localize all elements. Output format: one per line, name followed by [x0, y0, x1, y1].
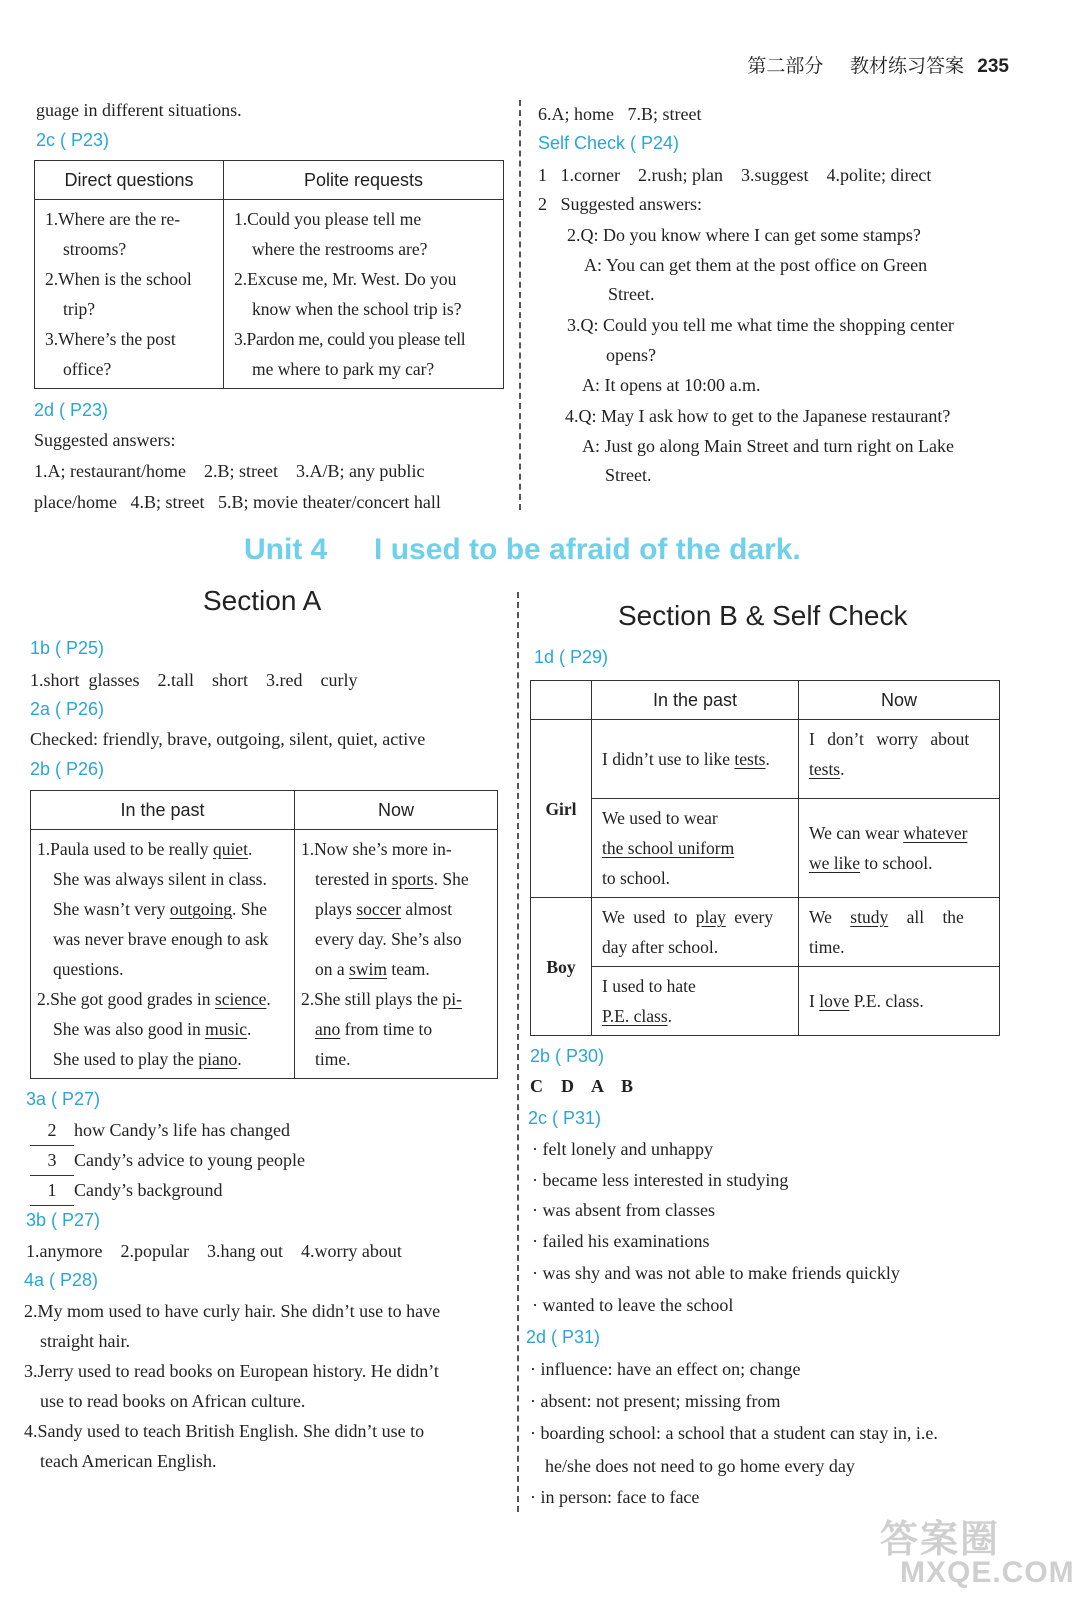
- self-check-2: 2 Suggested answers:: [538, 194, 702, 214]
- q2: 2.Q: Do you know where I can get some stamps?: [567, 225, 921, 245]
- cell-line: [37, 894, 286, 924]
- cell-text: 2.She still plays the: [301, 989, 443, 1009]
- s4a-line: teach American English.: [40, 1451, 217, 1471]
- cell-line: [301, 864, 489, 894]
- girl-now-1: [799, 720, 1000, 799]
- s2c-item: · failed his examinations: [532, 1231, 710, 1251]
- a2-line2: Street.: [608, 284, 655, 304]
- cell-text: We: [809, 907, 851, 927]
- s2c-text: was shy and was not able to make friends quickly: [542, 1263, 900, 1283]
- page-number: 235: [977, 56, 1009, 77]
- cell-line: [37, 984, 286, 1014]
- cell-line: [301, 894, 489, 924]
- answer-word: piano: [198, 1049, 238, 1069]
- cell-text: 2.She got good grades in: [37, 989, 215, 1009]
- watermark-logo: [880, 1508, 1000, 1563]
- cell-text: every: [725, 907, 774, 927]
- cell-text: She wasn’t very: [53, 899, 170, 919]
- s2d-text: influence: have an effect on; change: [540, 1359, 801, 1379]
- s2c-text: was absent from classes: [542, 1200, 715, 1220]
- cell-line: day after school.: [602, 937, 719, 957]
- girl-now-2: [799, 799, 1000, 898]
- answer-word: pi-: [442, 989, 462, 1009]
- cell-text: She used to play the: [53, 1049, 199, 1069]
- a2-line1: A: You can get them at the post office on Green: [584, 255, 928, 275]
- cell-line: know when the school trip is?: [252, 299, 462, 319]
- cell-line: 1.Now she’s more in-: [301, 839, 452, 859]
- s2d-item: · influence: have an effect on; change: [530, 1359, 801, 1379]
- q4: 4.Q: May I ask how to get to the Japanese restaurant?: [565, 406, 951, 426]
- s4a-line: straight hair.: [40, 1331, 130, 1351]
- cell-line: [602, 1001, 790, 1031]
- s3b-answers: 1.anymore 2.popular 3.hang out 4.worry about: [26, 1241, 402, 1261]
- cell-line: office?: [63, 359, 112, 379]
- table-corner: [531, 681, 592, 720]
- s2c-text: felt lonely and unhappy: [542, 1139, 713, 1159]
- answer-word: soccer: [356, 899, 402, 919]
- girl-past-1: [592, 720, 799, 799]
- cell-line: time.: [809, 937, 845, 957]
- cell-line: She was always silent in class.: [53, 869, 267, 889]
- s2c-text: became less interested in studying: [542, 1170, 789, 1190]
- cell-text: I didn’t use to like: [602, 749, 735, 769]
- answer-word: tests: [809, 759, 841, 779]
- table-head-polite: Polite requests: [224, 161, 504, 200]
- past-cell: [31, 830, 295, 1079]
- s2d-item: · absent: not present; missing from: [530, 1391, 781, 1411]
- answer-word: science: [214, 989, 267, 1009]
- label-2b-p26: 2b ( P26): [30, 759, 105, 779]
- answer-word: ano: [315, 1019, 341, 1039]
- watermark-url: [900, 1556, 1075, 1590]
- cell-line: We used to wear: [602, 808, 718, 828]
- s4a-line: 3.Jerry used to read books on European history. He didn’t: [24, 1361, 439, 1381]
- answer-line-2: place/home 4.B; street 5.B; movie theater/concert hall: [34, 492, 441, 512]
- table-head-direct: Direct questions: [35, 161, 224, 200]
- s2d-item: · in person: face to face: [530, 1487, 700, 1507]
- blank-answer: 1: [30, 1175, 74, 1206]
- girl-past-2: [592, 799, 799, 898]
- table-head-past: In the past: [592, 681, 799, 720]
- column-divider-top: [519, 100, 521, 510]
- label-self-check-p24: Self Check ( P24): [538, 133, 680, 153]
- self-check-1: 1 1.corner 2.rush; plan 3.suggest 4.polite; direct: [538, 165, 932, 185]
- s2d-continuation: he/she does not need to go home every day: [545, 1456, 855, 1476]
- cell-line: trip?: [63, 299, 96, 319]
- cell-line: strooms?: [63, 239, 127, 259]
- s3a-text: Candy’s background: [74, 1180, 223, 1200]
- label-1b-p25: 1b ( P25): [30, 638, 105, 658]
- boy-past-1: [592, 898, 799, 967]
- watermark-top-text: 答案圈: [880, 1519, 1001, 1561]
- answer-word: whatever: [903, 823, 968, 843]
- cell-text: We used to: [602, 907, 696, 927]
- label-2c-p23: 2c ( P23): [36, 130, 110, 150]
- cell-text: from time to: [340, 1019, 433, 1039]
- answer-word: we like: [809, 853, 861, 873]
- cell-line: [301, 1014, 489, 1044]
- cell-text: I: [809, 991, 820, 1011]
- boy-now-2: [799, 967, 1000, 1036]
- header-title: 教材练习答案: [850, 56, 965, 77]
- cell-line: 1.Where are the re-: [45, 209, 181, 229]
- label-2b-p30: 2b ( P30): [530, 1046, 605, 1066]
- label-2c-p31: 2c ( P31): [528, 1108, 602, 1128]
- cell-line: 2.Excuse me, Mr. West. Do you: [234, 269, 457, 289]
- cell-text: team.: [386, 959, 430, 979]
- cell-text: .: [765, 749, 770, 769]
- cell-text: to school.: [860, 853, 933, 873]
- boy-label: Boy: [531, 898, 592, 1036]
- page-header: [747, 54, 1009, 80]
- blank-answer: 3: [30, 1145, 74, 1176]
- boy-now-1: [799, 898, 1000, 967]
- cell-line: [809, 754, 991, 784]
- cell-text: plays: [315, 899, 357, 919]
- cell-line: [602, 902, 790, 932]
- cell-line: I don’t worry about: [809, 729, 970, 749]
- now-cell: [295, 830, 498, 1079]
- header-part: 第二部分: [747, 56, 824, 77]
- cell-line: 3.Pardon me, could you please tell: [234, 329, 466, 349]
- s2c-text: wanted to leave the school: [542, 1295, 734, 1315]
- answer-line-1: 1.A; restaurant/home 2.B; street 3.A/B; any public: [34, 461, 425, 481]
- cell-text: We can wear: [809, 823, 904, 843]
- s2d-text: absent: not present; missing from: [540, 1391, 781, 1411]
- s2d-text: boarding school: a school that a student can stay in, i.e.: [540, 1423, 938, 1443]
- s4a-line: 2.My mom used to have curly hair. She didn’t use to have: [24, 1301, 441, 1321]
- s2b-answers: C D A B: [530, 1076, 634, 1096]
- cell-line: me where to park my car?: [252, 359, 435, 379]
- s2c-item: · became less interested in studying: [532, 1170, 789, 1190]
- s4a-line: use to read books on African culture.: [40, 1391, 306, 1411]
- cell-line: questions.: [53, 959, 124, 979]
- q3-line1: 3.Q: Could you tell me what time the shopping center: [567, 315, 954, 335]
- s3a-item: [30, 1175, 222, 1206]
- cell-line: where the restrooms are?: [252, 239, 428, 259]
- answer-word: sports: [391, 869, 434, 889]
- answer-word: outgoing: [169, 899, 233, 919]
- cell-text: . She: [433, 869, 469, 889]
- s1b-answers: 1.short glasses 2.tall short 3.red curly: [30, 670, 358, 690]
- answer-word: P.E. class: [602, 1006, 668, 1026]
- label-3a-p27: 3a ( P27): [26, 1089, 101, 1109]
- boy-past-2: [592, 967, 799, 1036]
- cell-line: [37, 1014, 286, 1044]
- table-head-past: In the past: [31, 791, 295, 830]
- answer-phrase: the school uniform: [602, 838, 735, 858]
- label-1d-p29: 1d ( P29): [534, 647, 609, 667]
- label-4a-p28: 4a ( P28): [24, 1270, 99, 1290]
- cell-text: .: [246, 1019, 252, 1039]
- s3a-item: [30, 1115, 290, 1146]
- right-line-0: 6.A; home 7.B; street: [538, 104, 702, 124]
- cell-line: was never brave enough to ask: [53, 929, 269, 949]
- label-2d-p23: 2d ( P23): [34, 400, 109, 420]
- table-2c: [34, 160, 504, 389]
- cell-line: [809, 818, 991, 848]
- cell-text: 1.Paula used to be really: [37, 839, 213, 859]
- cell-line: [809, 848, 991, 878]
- cell-line: 3.Where’s the post: [45, 329, 176, 349]
- cell-line: [809, 902, 991, 932]
- cell-text: all the: [888, 907, 964, 927]
- cell-text: almost: [401, 899, 453, 919]
- label-2a-p26: 2a ( P26): [30, 699, 105, 719]
- cell-line: every day. She’s also: [315, 929, 462, 949]
- table-2b: [30, 790, 498, 1079]
- cell-text: .: [667, 1006, 672, 1026]
- unit-name: I used to be afraid of the dark.: [374, 533, 801, 566]
- s3a-text: Candy’s advice to young people: [74, 1150, 305, 1170]
- suggested-answers: Suggested answers:: [34, 430, 176, 450]
- girl-label: Girl: [531, 720, 592, 898]
- watermark-bottom-text: MXQE.COM: [900, 1556, 1075, 1589]
- table-head-now: Now: [295, 791, 498, 830]
- cell-line: [37, 834, 286, 864]
- answer-word: music: [205, 1019, 247, 1039]
- cell-text: . She: [232, 899, 268, 919]
- cell-line: time.: [315, 1049, 351, 1069]
- cell-text: terested in: [315, 869, 392, 889]
- cell-line: I used to hate: [602, 976, 696, 996]
- s2a-answers: Checked: friendly, brave, outgoing, silent, quiet, active: [30, 729, 426, 749]
- a4-line2: Street.: [605, 465, 652, 485]
- cell-line: 1.Could you please tell me: [234, 209, 422, 229]
- s2c-item: · was absent from classes: [532, 1200, 715, 1220]
- answer-word: quiet: [212, 839, 248, 859]
- cell-text: .: [247, 839, 253, 859]
- answer-word: study: [850, 907, 889, 927]
- answer-word: swim: [349, 959, 387, 979]
- column-divider-bottom: [517, 592, 519, 1512]
- s2c-item: · felt lonely and unhappy: [532, 1139, 713, 1159]
- cell-line: [301, 954, 489, 984]
- a3: A: It opens at 10:00 a.m.: [582, 375, 761, 395]
- s3a-item: [30, 1145, 305, 1176]
- s2c-item: · wanted to leave the school: [532, 1295, 734, 1315]
- polite-requests-cell: [224, 200, 504, 389]
- section-b-heading: Section B & Self Check: [618, 600, 908, 631]
- cell-text: .: [840, 759, 845, 779]
- cell-text: on a: [315, 959, 350, 979]
- cell-line: to school.: [602, 868, 671, 888]
- s2c-text: failed his examinations: [542, 1231, 710, 1251]
- cell-line: [37, 1044, 286, 1074]
- a4-line1: A: Just go along Main Street and turn right on Lake: [582, 436, 954, 456]
- s2c-item: · was shy and was not able to make friends quickly: [532, 1263, 900, 1283]
- s3a-text: how Candy’s life has changed: [74, 1120, 290, 1140]
- label-3b-p27: 3b ( P27): [26, 1210, 101, 1230]
- answer-word: love: [819, 991, 850, 1011]
- unit-title: [244, 533, 801, 567]
- cell-line: [301, 984, 489, 1014]
- blank-answer: 2: [30, 1115, 74, 1146]
- cell-text: She was also good in: [53, 1019, 206, 1039]
- section-a-heading: Section A: [203, 585, 322, 616]
- cell-line: 2.When is the school: [45, 269, 192, 289]
- label-2d-p31: 2d ( P31): [526, 1327, 601, 1347]
- q3-line2: opens?: [606, 345, 656, 365]
- answer-word: play: [695, 907, 726, 927]
- unit-number: Unit 4: [244, 533, 328, 566]
- cell-text: .: [266, 989, 271, 1009]
- s2d-item: · boarding school: a school that a student can stay in, i.e.: [530, 1423, 938, 1443]
- table-head-now: Now: [799, 681, 1000, 720]
- s2d-text: in person: face to face: [540, 1487, 700, 1507]
- cell-text: P.E. class.: [849, 991, 924, 1011]
- intro-line: guage in different situations.: [36, 100, 242, 120]
- table-1d: [530, 680, 1000, 1036]
- direct-questions-cell: [35, 200, 224, 389]
- s4a-line: 4.Sandy used to teach British English. She didn’t use to: [24, 1421, 425, 1441]
- answer-word: tests: [734, 749, 766, 769]
- cell-text: .: [237, 1049, 242, 1069]
